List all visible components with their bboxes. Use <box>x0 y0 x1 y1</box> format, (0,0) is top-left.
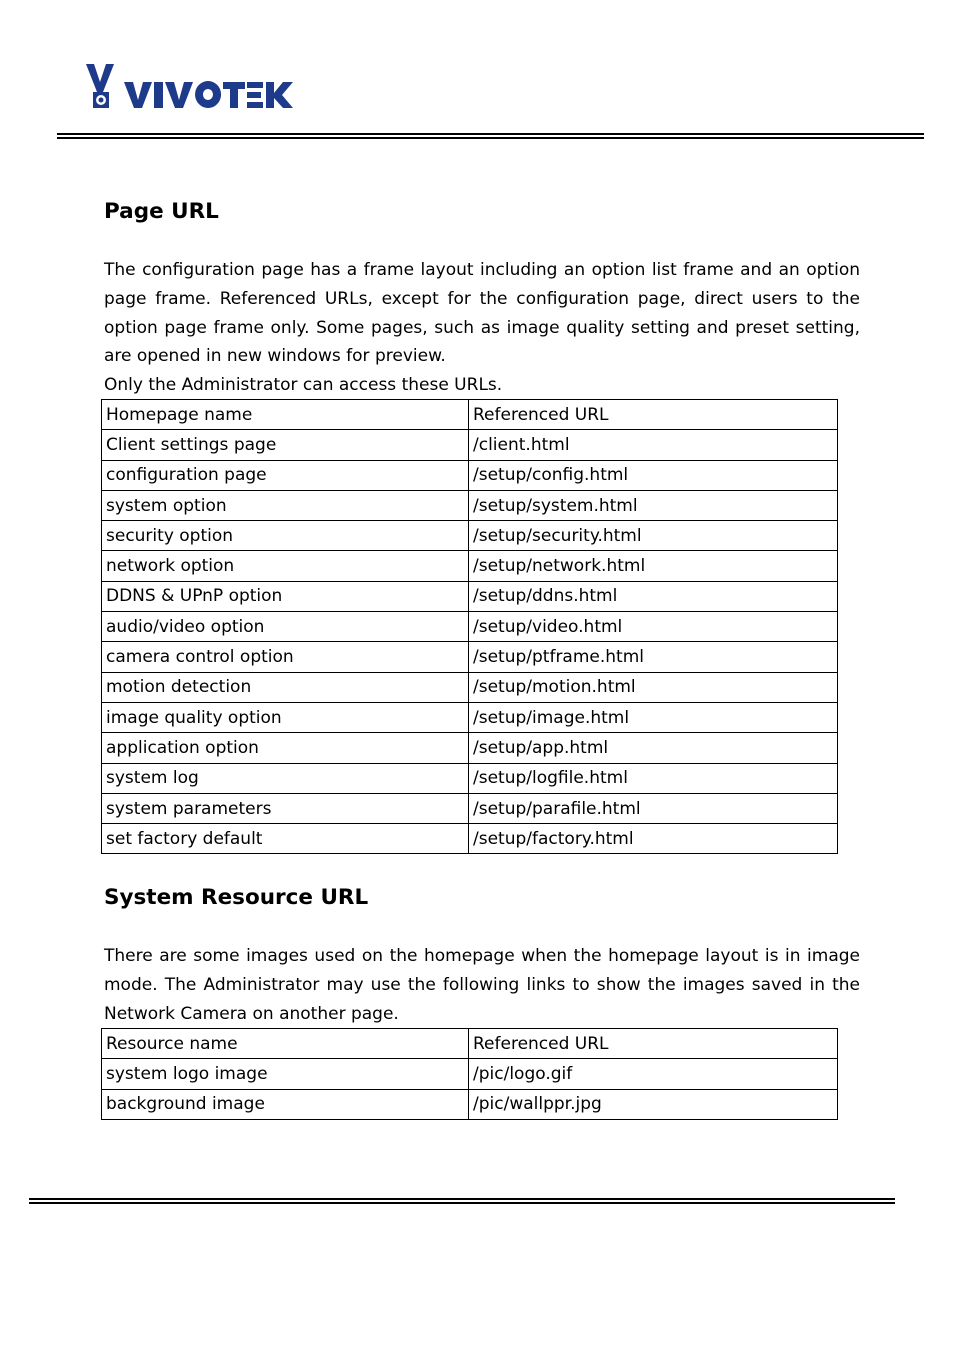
table-row <box>102 460 838 490</box>
table-cell-url: /pic/logo.gif <box>469 1059 838 1089</box>
table-row <box>102 642 838 672</box>
table-row <box>102 551 838 581</box>
table-header-row <box>102 1029 838 1059</box>
table-row <box>102 1059 838 1089</box>
table-header-row <box>102 400 838 430</box>
column-header: Homepage name <box>102 400 469 430</box>
footer-rule <box>29 1198 895 1204</box>
table-cell-url: /setup/video.html <box>469 612 838 642</box>
column-header: Resource name <box>102 1029 469 1059</box>
column-header: Referenced URL <box>469 400 838 430</box>
camera-logo-icon <box>84 60 294 114</box>
table-cell-name: audio/video option <box>102 612 469 642</box>
section-paragraph-page-url: The configuration page has a frame layout including an option list frame and an option page frame. Referenced URLs, except for the configuration page, direct users to the option page frame only. Some pages, such as image quality setting and preset setting, are opened in new windows for preview. <box>104 260 860 367</box>
table-cell-url: /setup/ddns.html <box>469 581 838 611</box>
table-row <box>102 793 838 823</box>
table-cell-url: /setup/factory.html <box>469 824 838 854</box>
table-cell-url: /setup/app.html <box>469 733 838 763</box>
table-cell-name: system parameters <box>102 793 469 823</box>
section-title-page-url: Page URL <box>104 199 219 224</box>
table-cell-name: camera control option <box>102 642 469 672</box>
table-cell-url: /setup/security.html <box>469 521 838 551</box>
table-cell-url: /setup/image.html <box>469 702 838 732</box>
table-cell-url: /setup/motion.html <box>469 672 838 702</box>
admin-access-note: Only the Administrator can access these URLs. <box>104 375 503 395</box>
section-paragraph-system-resource-url: There are some images used on the homepage when the homepage layout is in image mode. The Administrator may use the following links to show the images saved in the Network Camera on another page. <box>104 946 860 1024</box>
table-cell-name: image quality option <box>102 702 469 732</box>
page-url-table <box>101 399 838 854</box>
table-cell-url: /setup/system.html <box>469 490 838 520</box>
table-cell-name: motion detection <box>102 672 469 702</box>
table-row <box>102 430 838 460</box>
header-rule <box>57 133 924 139</box>
vivotek-logo <box>84 60 294 114</box>
table-row <box>102 581 838 611</box>
table-row <box>102 612 838 642</box>
table-cell-url: /pic/wallppr.jpg <box>469 1089 838 1119</box>
table-cell-name: application option <box>102 733 469 763</box>
table-cell-url: /setup/network.html <box>469 551 838 581</box>
table-row <box>102 490 838 520</box>
table-row <box>102 733 838 763</box>
table-cell-name: system option <box>102 490 469 520</box>
table-cell-name: configuration page <box>102 460 469 490</box>
table-cell-name: security option <box>102 521 469 551</box>
table-cell-name: network option <box>102 551 469 581</box>
table-cell-name: system logo image <box>102 1059 469 1089</box>
table-cell-url: /client.html <box>469 430 838 460</box>
table-row <box>102 521 838 551</box>
table-cell-url: /setup/ptframe.html <box>469 642 838 672</box>
table-cell-name: system log <box>102 763 469 793</box>
table-row <box>102 763 838 793</box>
table-row <box>102 1089 838 1119</box>
section-title-system-resource-url: System Resource URL <box>104 885 369 910</box>
table-cell-name: Client settings page <box>102 430 469 460</box>
table-cell-url: /setup/logfile.html <box>469 763 838 793</box>
table-row <box>102 702 838 732</box>
table-row <box>102 672 838 702</box>
column-header: Referenced URL <box>469 1029 838 1059</box>
table-cell-name: set factory default <box>102 824 469 854</box>
table-cell-name: background image <box>102 1089 469 1119</box>
table-row <box>102 824 838 854</box>
table-cell-name: DDNS & UPnP option <box>102 581 469 611</box>
table-cell-url: /setup/parafile.html <box>469 793 838 823</box>
resource-url-table <box>101 1028 838 1120</box>
table-cell-url: /setup/config.html <box>469 460 838 490</box>
